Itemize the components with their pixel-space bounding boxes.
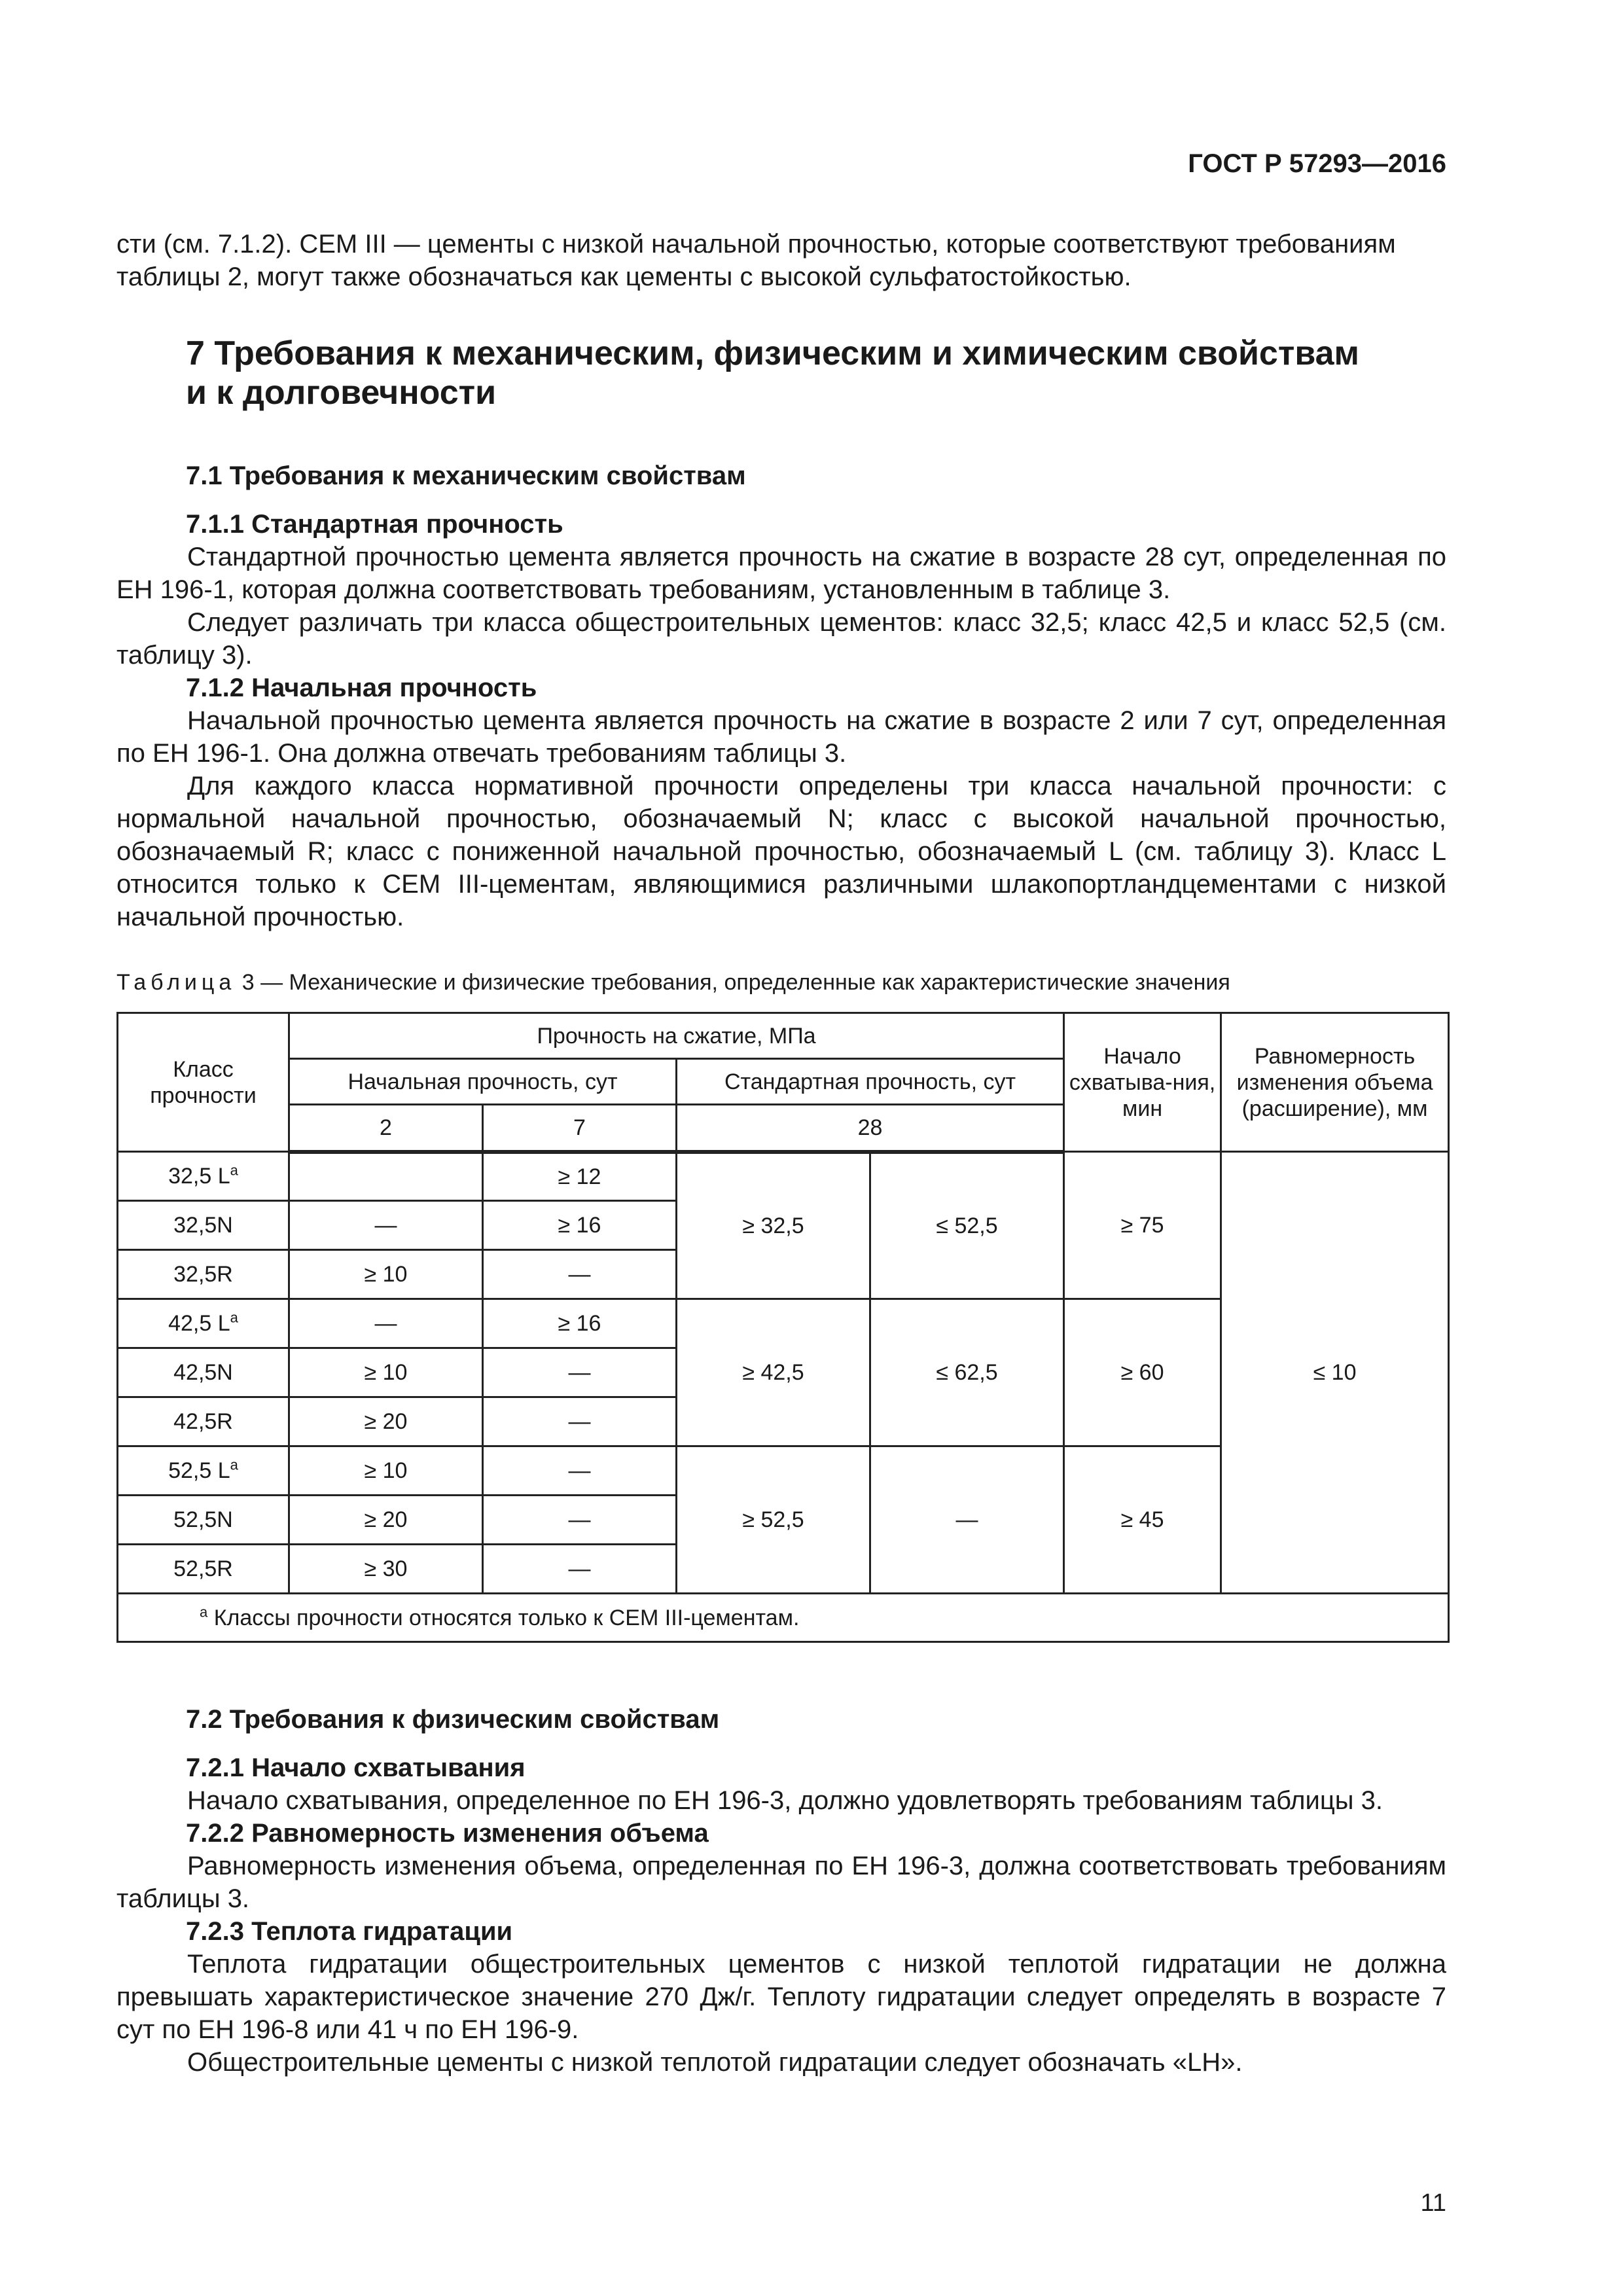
header-day-2: 2 (289, 1105, 483, 1152)
header-strength-class: Класс прочности (118, 1013, 289, 1152)
early-2d-cell (289, 1152, 483, 1201)
early-2d-cell: ≥ 10 (289, 1446, 483, 1496)
table-footnote: $^a$ Классы прочности относятся только к CEM III-цементам. (118, 1594, 1449, 1642)
section-7-title-line-2: и к долговечности (186, 374, 497, 412)
strength-class-cell: 32,5R (118, 1250, 289, 1299)
setting-time-cell: ≥ 60 (1064, 1299, 1221, 1446)
table-row (118, 1152, 1449, 1201)
table-caption-text: 3 — Механические и физические требования, определенные как характеристические значения (236, 970, 1230, 995)
section-7-2-1-para: Начало схватывания, определенное по ЕН 196-3, должно удовлетворять требованиям таблицы 3. (187, 1786, 1383, 1815)
standard-max-cell: — (870, 1446, 1064, 1594)
strength-class-cell: 42,5 $L^a$ (118, 1299, 289, 1348)
header-standard-strength: Стандартная прочность, сут (677, 1059, 1064, 1105)
section-7-2-3-title: 7.2.3 Теплота гидратации (186, 1917, 513, 1946)
intro-line-1: сти (см. 7.1.2). CEM III — цементы с низкой начальной прочностью, которые соответствуют требованиям (116, 230, 1396, 259)
section-7-1-2-para-2: Для каждого класса нормативной прочности определены три класса начальной прочности: с нормальной начальной прочностью, обозначаемый N; класс с высокой начальной прочностью, обозначаемый R; класс с пониженной начальной прочностью, обозначаемый L (см. таблицу 3). Класс L относится только к CEM III-цементам, являющимися различными шлакопортландцементами с низкой начальной прочностью. (116, 772, 1446, 931)
strength-class-cell: 52,5 $L^a$ (118, 1446, 289, 1496)
early-2d-cell: ≥ 20 (289, 1496, 483, 1545)
early-2d-cell: ≥ 20 (289, 1397, 483, 1446)
standard-max-cell: ≤ 62,5 (870, 1299, 1064, 1446)
early-7d-cell: ≥ 12 (483, 1152, 677, 1201)
page-number: 11 (1420, 2189, 1446, 2217)
section-7-1-1-para-2: Следует различать три класса общестроительных цементов: класс 32,5; класс 42,5 и класс 52,5 (см. таблицу 3). (116, 608, 1446, 670)
early-7d-cell: ≥ 16 (483, 1201, 677, 1250)
section-7-2-title: 7.2 Требования к физическим свойствам (186, 1705, 720, 1734)
header-compressive-strength: Прочность на сжатие, МПа (289, 1013, 1064, 1059)
section-7-1-1-para-1: Стандартной прочностью цемента является прочность на сжатие в возрасте 28 сут, определенная по ЕН 196-1, которая должна соответствовать требованиям, установленным в таблице 3. (116, 543, 1446, 604)
document-number-header: ГОСТ Р 57293—2016 (1188, 149, 1446, 178)
section-7-1-2-title: 7.1.2 Начальная прочность (186, 673, 537, 702)
early-2d-cell: ≥ 30 (289, 1545, 483, 1594)
header-day-7: 7 (483, 1105, 677, 1152)
early-7d-cell: — (483, 1348, 677, 1397)
setting-time-cell: ≥ 75 (1064, 1152, 1221, 1299)
table-3 (116, 1012, 1450, 1643)
early-7d-cell: — (483, 1250, 677, 1299)
section-7-2-2-para: Равномерность изменения объема, определенная по ЕН 196-3, должна соответствовать требованиям таблицы 3. (116, 1852, 1446, 1913)
table-caption-word: Таблица (116, 970, 236, 995)
early-7d-cell: — (483, 1446, 677, 1496)
section-7-2-3-para-1: Теплота гидратации общестроительных цементов с низкой теплотой гидратации не должна превышать характеристическое значение 270 Дж/г. Теплоту гидратации следует определять в возрасте 7 сут по ЕН 196-8 или 41 ч по ЕН 196-9. (116, 1950, 1446, 2044)
section-7-2-3-para-2: Общестроительные цементы с низкой теплотой гидратации следует обозначать «LH». (187, 2048, 1243, 2077)
early-2d-cell: ≥ 10 (289, 1250, 483, 1299)
early-7d-cell: — (483, 1397, 677, 1446)
standard-min-cell: ≥ 32,5 (677, 1152, 870, 1299)
intro-text (116, 228, 1446, 293)
header-initial-setting: Начало схватыва-ния, мин (1064, 1013, 1221, 1152)
strength-class-cell: 52,5R (118, 1545, 289, 1594)
early-7d-cell: — (483, 1545, 677, 1594)
setting-time-cell: ≥ 45 (1064, 1446, 1221, 1594)
soundness-cell: ≤ 10 (1221, 1152, 1449, 1594)
standard-max-cell: ≤ 52,5 (870, 1152, 1064, 1299)
header-day-28: 28 (677, 1105, 1064, 1152)
strength-class-cell: 42,5R (118, 1397, 289, 1446)
section-7-2-2-title: 7.2.2 Равномерность изменения объема (186, 1819, 709, 1848)
standard-min-cell: ≥ 52,5 (677, 1446, 870, 1594)
section-7-1-title: 7.1 Требования к механическим свойствам (186, 461, 746, 490)
early-7d-cell: — (483, 1496, 677, 1545)
strength-class-cell: 52,5N (118, 1496, 289, 1545)
header-soundness: Равномерность изменения объема (расширение), мм (1221, 1013, 1449, 1152)
early-2d-cell: — (289, 1201, 483, 1250)
header-early-strength: Начальная прочность, сут (289, 1059, 677, 1105)
early-7d-cell: ≥ 16 (483, 1299, 677, 1348)
strength-class-cell: 32,5 $L^a$ (118, 1152, 289, 1201)
section-7-title (186, 334, 1449, 412)
section-7-2-1-title: 7.2.1 Начало схватывания (186, 1753, 526, 1782)
section-7-title-line-1: 7 Требования к механическим, физическим и химическим свойствам (186, 334, 1359, 372)
early-2d-cell: — (289, 1299, 483, 1348)
section-7-1-2-para-1: Начальной прочностью цемента является прочность на сжатие в возрасте 2 или 7 сут, определенная по ЕН 196-1. Она должна отвечать требованиям таблицы 3. (116, 706, 1446, 768)
intro-line-2: таблицы 2, могут также обозначаться как цементы с высокой сульфатостойкостью. (116, 262, 1132, 291)
early-2d-cell: ≥ 10 (289, 1348, 483, 1397)
strength-class-cell: 32,5N (118, 1201, 289, 1250)
standard-min-cell: ≥ 42,5 (677, 1299, 870, 1446)
strength-class-cell: 42,5N (118, 1348, 289, 1397)
section-7-1-1-title: 7.1.1 Стандартная прочность (186, 510, 563, 539)
table-3-caption (116, 970, 1230, 996)
